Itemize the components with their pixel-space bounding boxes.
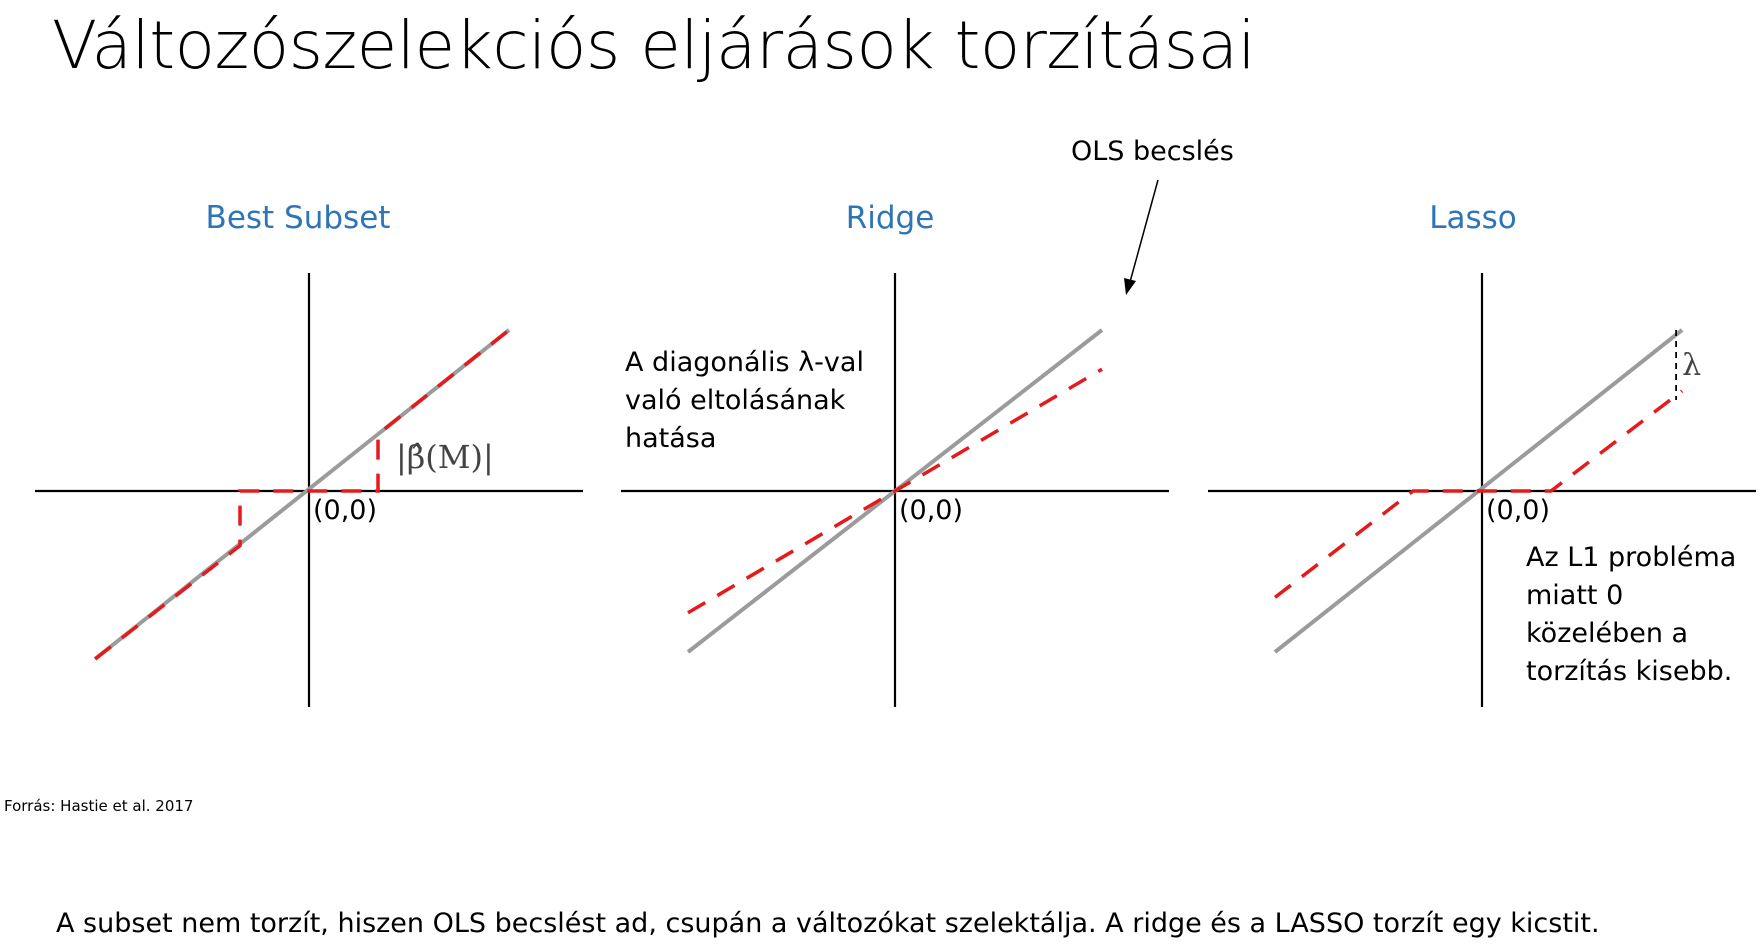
- lasso-note-line: miatt 0: [1526, 580, 1624, 611]
- lasso-title: Lasso: [1429, 200, 1517, 236]
- lasso-note-line: torzítás kisebb.: [1526, 656, 1733, 687]
- ridge-note-line: A diagonális λ-val: [625, 347, 864, 378]
- lasso-note: [1526, 539, 1736, 691]
- source-note: Forrás: Hastie et al. 2017: [4, 797, 194, 815]
- lasso-origin-label: (0,0): [1486, 495, 1551, 526]
- best-subset-panel: [35, 200, 583, 707]
- ols-label: OLS becslés: [1071, 136, 1234, 167]
- ridge-note-line: hatása: [625, 423, 717, 454]
- slide-title: Változószelekciós eljárások torzításai: [52, 7, 1256, 84]
- ridge-note-line: való eltolásának: [625, 385, 846, 416]
- ridge-title: Ridge: [845, 200, 935, 236]
- best-subset-origin-label: (0,0): [313, 495, 378, 526]
- ridge-note: [625, 344, 864, 458]
- best-subset-title: Best Subset: [205, 200, 391, 236]
- lasso-note-line: Az L1 probléma: [1526, 542, 1737, 573]
- beta-hat-label: |β̂(M)|: [396, 438, 494, 476]
- footer-text: A subset nem torzít, hiszen OLS becslést ad, csupán a változókat szelektálja. A ridge és a LASSO torzít egy kicstit.: [56, 908, 1600, 939]
- ridge-origin-label: (0,0): [899, 495, 964, 526]
- lambda-label: λ: [1682, 348, 1702, 383]
- ols-arrow-shaft: [1130, 180, 1158, 282]
- ols-arrow-head: [1124, 278, 1136, 295]
- lasso-note-line: közelében a: [1526, 618, 1689, 649]
